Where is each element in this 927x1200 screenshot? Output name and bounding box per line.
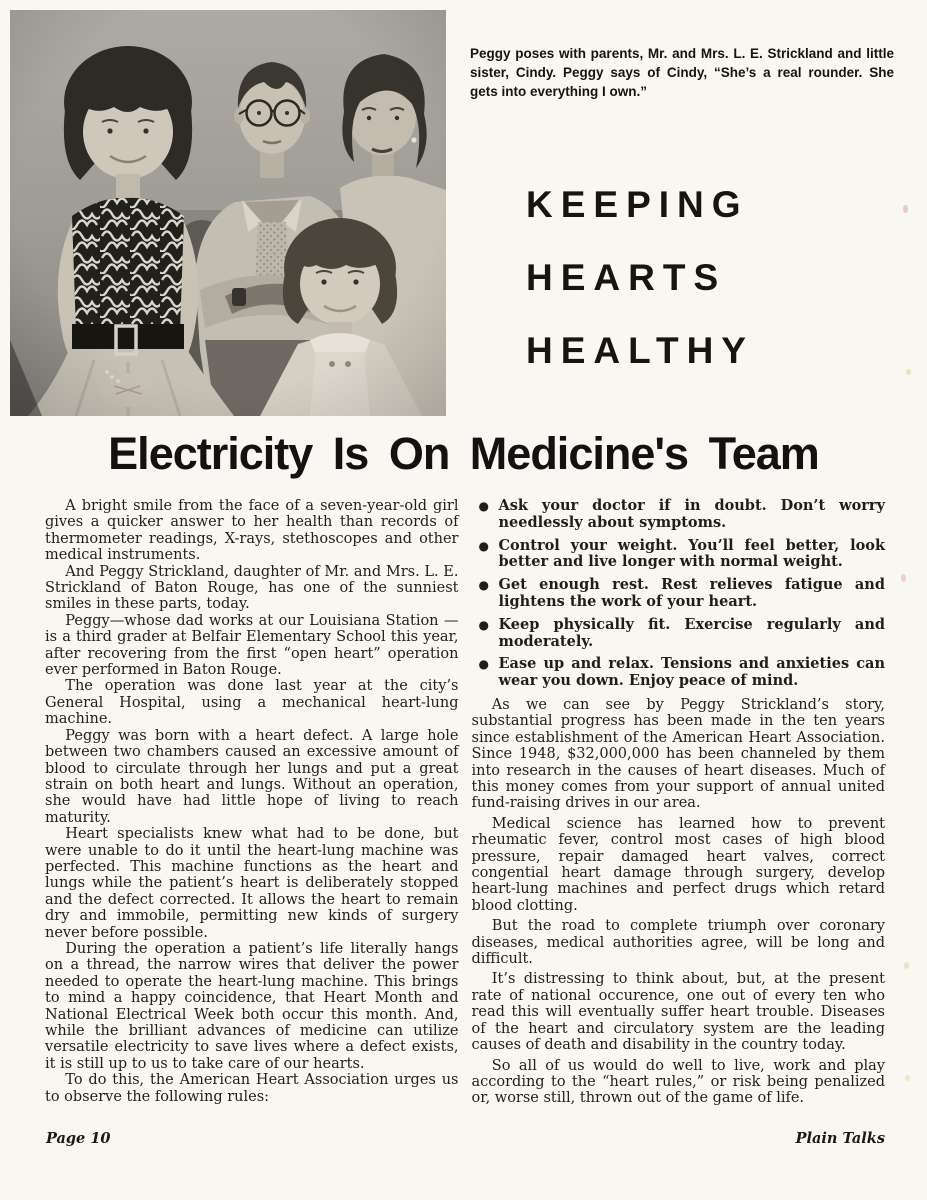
paragraph: So all of us would do well to live, work and play according to the “heart rules,” or risk being penalized or, worse still, thrown out of the game of life. bbox=[471, 1057, 885, 1107]
scan-artifact bbox=[906, 369, 911, 375]
paragraph: Peggy was born with a heart defect. A large hole between two chambers caused an excessive amount of blood to circulate through her lungs and put a great strain on both heart and lungs. Without an operation, she would have had little hope of living to reach maturity. bbox=[45, 727, 459, 826]
paragraph: Peggy—whose dad works at our Louisiana Station — is a third grader at Belfair Elementary School this year, after recovering from the first “open heart” operation ever performed in Baton Rouge. bbox=[45, 612, 459, 679]
article-right-column bbox=[472, 498, 886, 1107]
rule-text: Ease up and relax. Tensions and anxieties can wear you down. Enjoy peace of mind. bbox=[498, 655, 885, 690]
article-headline: Electricity Is On Medicine's Team bbox=[108, 428, 819, 479]
paragraph: A bright smile from the face of a seven-year-old girl gives a quicker answer to her health than records of thermometer readings, X-rays, stethoscopes and other medical instruments. bbox=[45, 498, 459, 564]
title-line: HEARTS bbox=[526, 257, 727, 298]
list-item bbox=[472, 577, 886, 611]
paragraph: To do this, the American Heart Association urges us to observe the following rules: bbox=[45, 1072, 459, 1105]
article-left-column bbox=[45, 498, 459, 1107]
paragraph: Heart specialists knew what had to be done, but were unable to do it until the heart-lung machine was perfected. This machine functions as the heart and lungs while the patient’s heart is deliberately stopped and the defect corrected. It allows the heart to remain dry and immobile, permitting new kinds of surgery never before possible. bbox=[45, 826, 459, 941]
paragraph: But the road to complete triumph over coronary diseases, medical authorities agree, will be long and difficult. bbox=[471, 918, 885, 968]
paragraph: As we can see by Peggy Strickland’s story, substantial progress has been made in the ten years since establishment of the American Heart Association. Since 1948, $32,000,000 has been channeled by them into research in the causes of heart diseases. Much of this money comes from your support of annual united fund-raising drives in our area. bbox=[471, 696, 885, 812]
rule-text: Keep physically fit. Exercise regularly and moderately. bbox=[498, 615, 885, 650]
list-item bbox=[472, 498, 886, 532]
rule-text: Get enough rest. Rest relieves fatigue and lightens the work of your heart. bbox=[498, 576, 885, 610]
photo-caption: Peggy poses with parents, Mr. and Mrs. L. E. Strickland and little sister, Cindy. Peggy says of Cindy, “She’s a real rounder. She gets into everything I own.” bbox=[470, 46, 894, 99]
scan-artifact bbox=[905, 1075, 910, 1081]
page-number: Page 10 bbox=[46, 1130, 111, 1147]
paragraph: And Peggy Strickland, daughter of Mr. and Mrs. L. E. Strickland of Baton Rouge, has one of the sunniest smiles in these parts, today. bbox=[45, 563, 459, 613]
page-title bbox=[526, 168, 754, 387]
bullet-icon: ● bbox=[478, 657, 489, 672]
bullet-icon: ● bbox=[478, 578, 489, 593]
scan-artifact bbox=[901, 574, 906, 582]
rule-text: Ask your doctor if in doubt. Don’t worry needlessly about symptoms. bbox=[498, 497, 885, 531]
title-line: KEEPING bbox=[526, 184, 749, 225]
paragraph: It’s distressing to think about, but, at the present rate of national occurence, one out of every ten who read this will eventually suffer heart trouble. Diseases of the heart and circulatory system are the leading causes of death and disability in the country today. bbox=[471, 971, 885, 1054]
scan-artifact bbox=[904, 962, 909, 969]
scan-artifact bbox=[903, 205, 908, 213]
paragraph: Medical science has learned how to prevent rheumatic fever, control most cases of high blood pressure, repair damaged heart valves, correct congential heart damage through surgery, develop heart-lung machines and perfect drugs which retard blood clotting. bbox=[471, 815, 885, 914]
family-photo-illustration bbox=[10, 10, 446, 416]
family-photo bbox=[10, 10, 446, 416]
bullet-icon: ● bbox=[478, 538, 489, 553]
list-item bbox=[472, 617, 886, 651]
publication-name: Plain Talks bbox=[795, 1130, 885, 1147]
paragraph: During the operation a patient’s life literally hangs on a thread, the narrow wires that deliver the power needed to operate the heart-lung machine. This brings to mind a happy coincidence, that Heart Month and National Electrical Week both occur this month. And, while the brilliant advances of medicine can utilize versatile electricity to save lives where a defect exists, it is still up to us to take care of our hearts. bbox=[45, 940, 459, 1072]
bullet-icon: ● bbox=[478, 617, 489, 632]
list-item bbox=[472, 538, 886, 572]
bullet-icon: ● bbox=[478, 499, 489, 513]
rule-text: Control your weight. You’ll feel better, look better and live longer with normal weight. bbox=[498, 536, 885, 571]
title-line: HEALTHY bbox=[526, 330, 754, 371]
article-body bbox=[45, 498, 885, 1107]
list-item bbox=[472, 656, 886, 690]
paragraph: The operation was done last year at the city’s General Hospital, using a mechanical heart-lung machine. bbox=[45, 678, 459, 728]
heart-rules-list bbox=[472, 498, 886, 690]
